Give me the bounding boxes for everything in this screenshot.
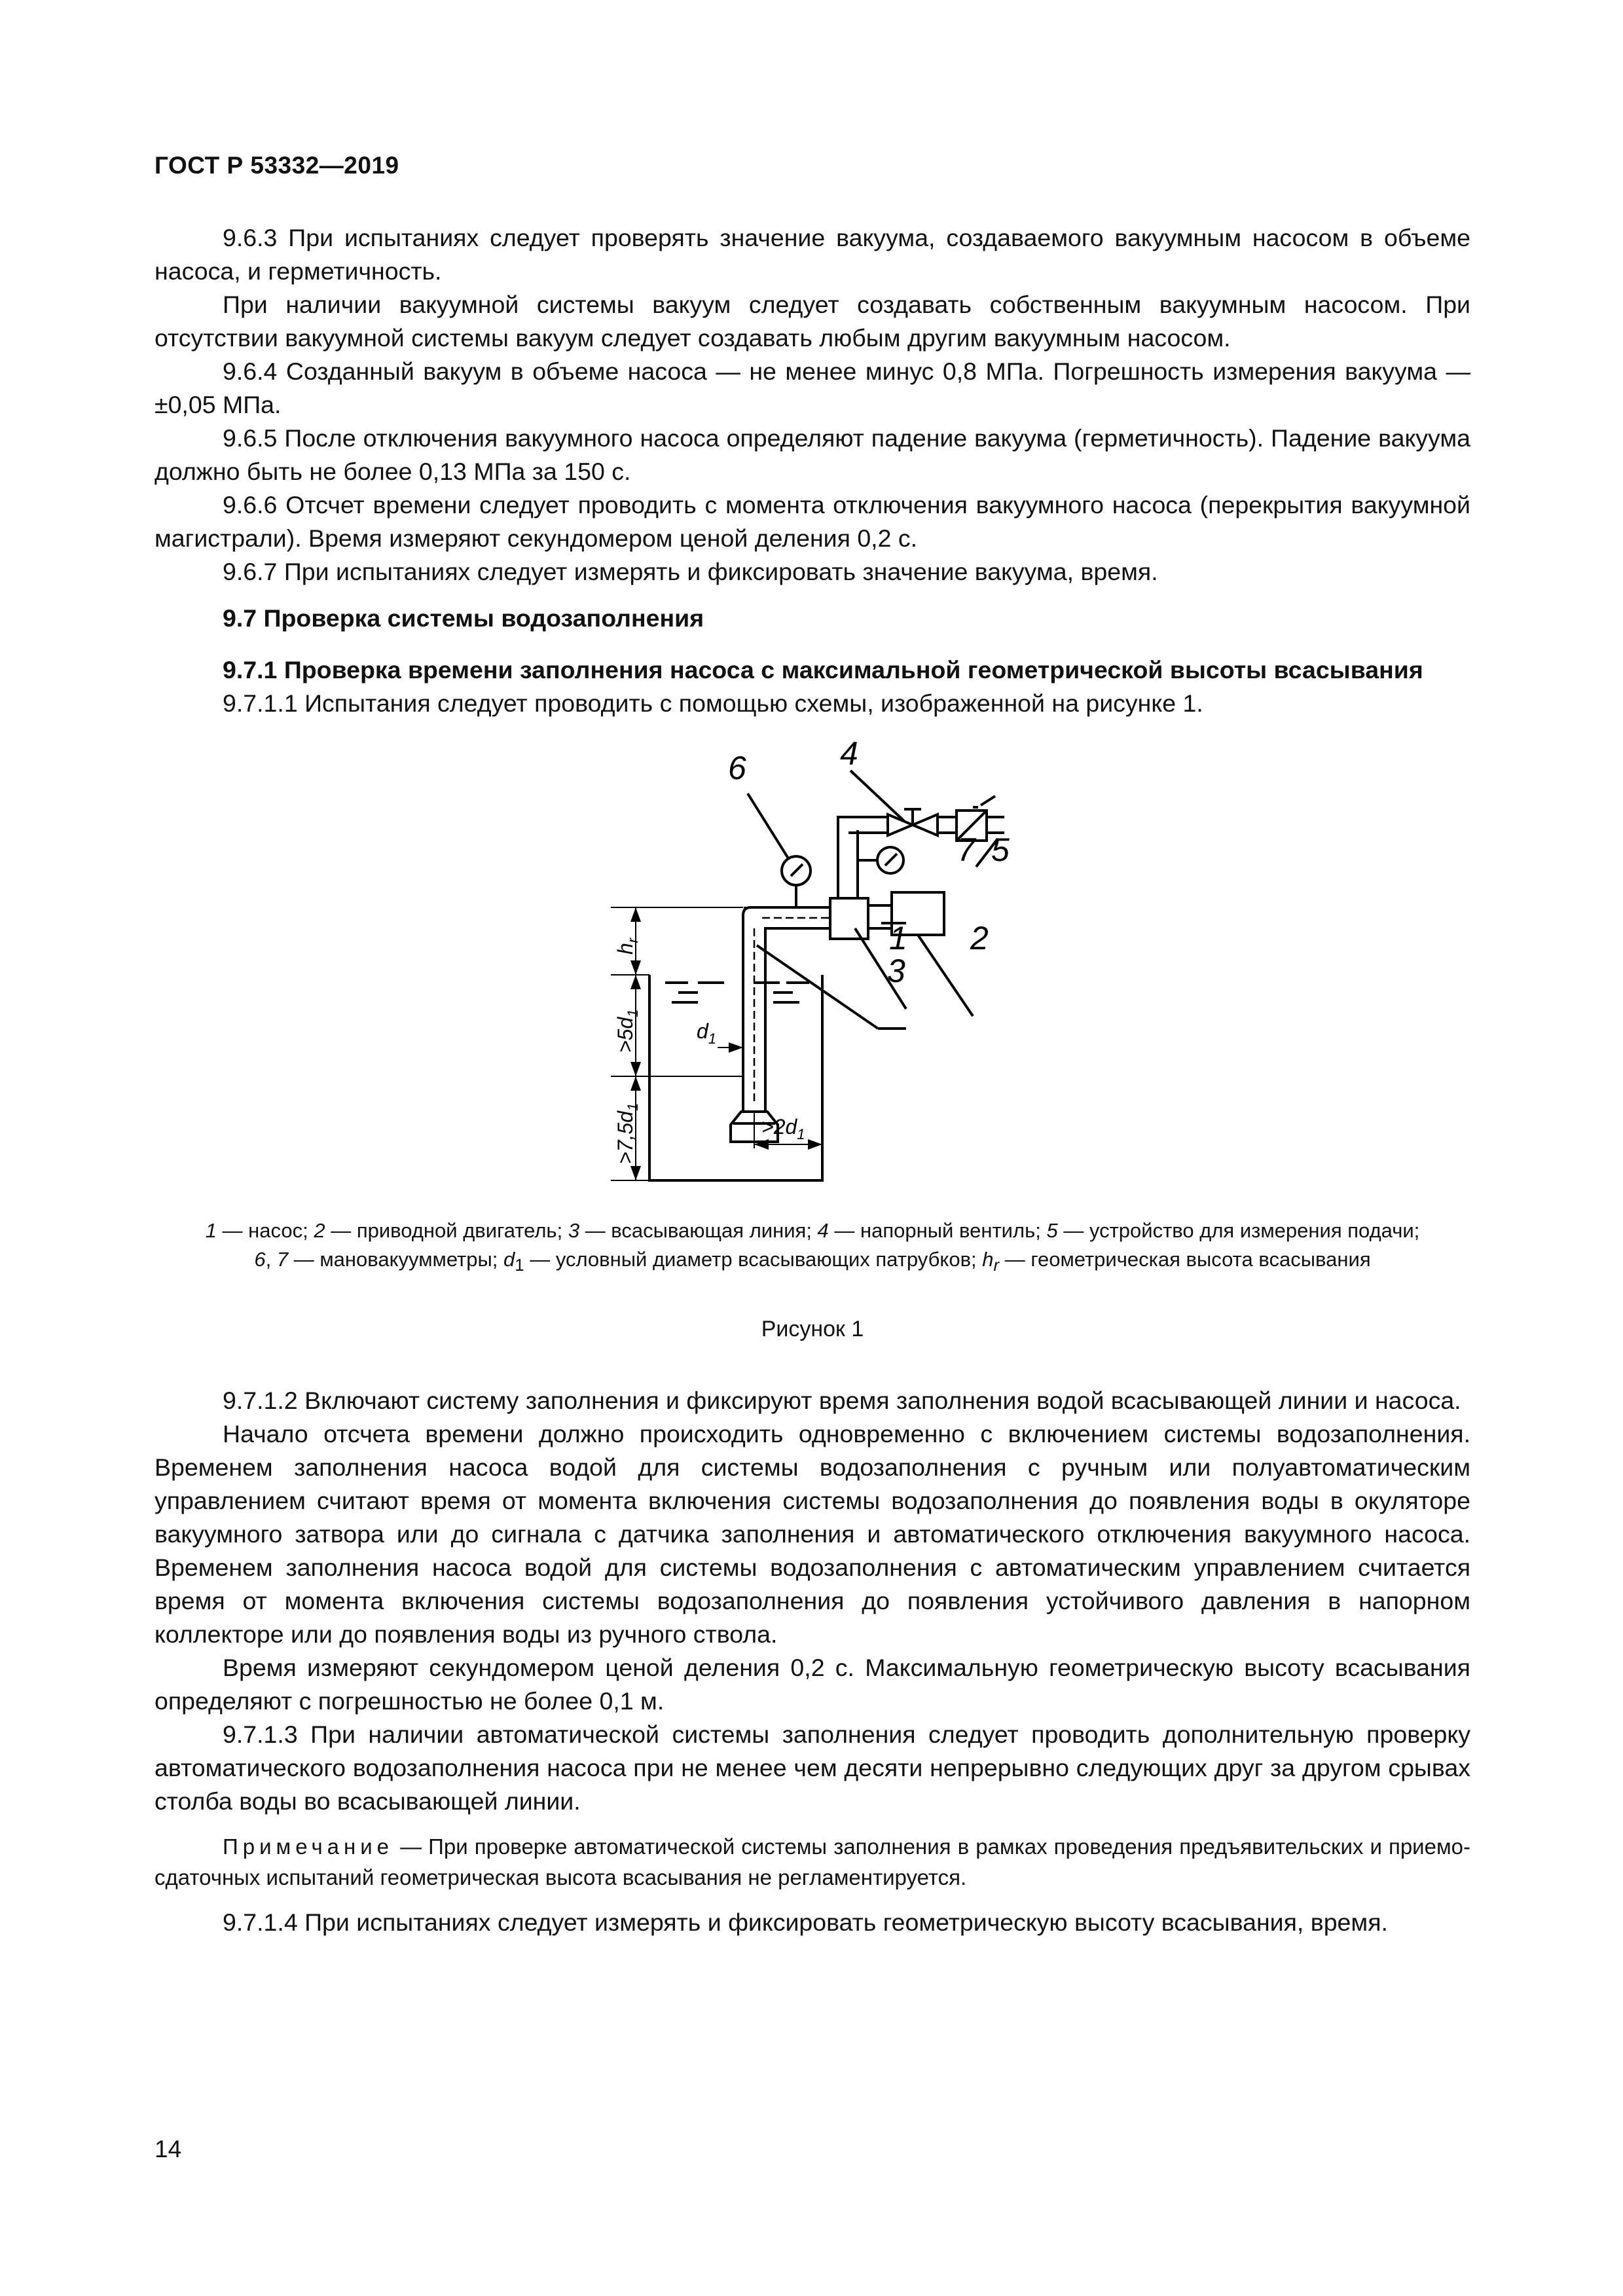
- paragraph-9-6-3: 9.6.3 При испытаниях следует проверять значение вакуума, создаваемого вакуумным насосом в объеме насоса, и герметичность.: [155, 224, 1470, 285]
- note-text: — При проверке автоматической системы заполнения в рамках проведения предъявительских и приемо-сдаточных испытаний геометрическая высота всасывания не регламентируется.: [155, 1834, 1470, 1890]
- water-tank: [649, 975, 822, 1180]
- callout-1: 1: [889, 920, 907, 957]
- pump-test-scheme: [155, 732, 1470, 1216]
- paragraph-9-7-1-3: 9.7.1.3 При наличии автоматической системы заполнения следует проводить дополнительную проверку автоматического водозаполнения насоса при не менее чем десяти непрерывно следующих друг за другом срывах столба воды во всасывающей линии.: [155, 1721, 1470, 1815]
- dim-7-5d-label: $>7,5d_1$: [613, 1102, 641, 1164]
- callout-3: 3: [887, 953, 905, 989]
- document-header: ГОСТ Р 53332—2019: [155, 152, 399, 179]
- paragraph-9-7-1-4: 9.7.1.4 При испытаниях следует измерять и фиксировать геометрическую высоту всасывания, время.: [223, 1908, 1388, 1937]
- paragraph-9-6-4: 9.6.4 Созданный вакуум в объеме насоса — не менее минус 0,8 МПа. Погрешность измерения вакуума — ±0,05 МПа.: [155, 357, 1470, 418]
- paragraph-9-7-1-2: 9.7.1.2 Включают систему заполнения и фиксируют время заполнения водой всасывающей линии и насоса.: [223, 1387, 1461, 1415]
- figure-1-diagram: [155, 732, 1470, 1216]
- paragraph: Начало отсчета времени должно происходить одновременно с включением системы водозаполнения. Временем заполнения насоса водой для системы водозаполнения с ручным или полуавтоматическим управлением считают время от момента включения системы водозаполнения до появления воды в окуляторе вакуумного затвора или до сигнала с датчика заполнения и автоматического отключения вакуумного насоса. Временем заполнения насоса водой для системы водозаполнения с автоматическим управлением считается время от момента включения системы водозаполнения до появления устойчивого давления в напорном коллекторе или до появления воды из ручного ствола.: [155, 1420, 1470, 1649]
- figure-legend: 1 — насос; 2 — приводной двигатель; 3 — всасывающая линия; 4 — напорный вентиль; 5 — устройство для измерения подачи; 6, 7 — мановакуумметры; $d_1$ — условный диаметр всасывающих патрубков; $h_r$ — геометрическая высота всасывания: [205, 1219, 1420, 1275]
- dim-5d-label: $>5d_1$: [613, 1009, 641, 1053]
- dim-d1-label: $d_1$: [697, 1019, 717, 1047]
- callout-7: 7: [957, 831, 976, 868]
- note-label: Примечание: [223, 1834, 394, 1859]
- page-number: 14: [155, 2136, 182, 2162]
- paragraph-9-7-1-1: 9.7.1.1 Испытания следует проводить с помощью схемы, изображенной на рисунке 1.: [223, 689, 1203, 717]
- paragraph: Время измеряют секундомером ценой деления 0,2 с. Максимальную геометрическую высоту всасывания определяют с погрешностью не более 0,1 м.: [155, 1654, 1470, 1715]
- paragraph-9-6-5: 9.6.5 После отключения вакуумного насоса определяют падение вакуума (герметичность). Падение вакуума должно быть не более 0,13 МПа за 150 с.: [155, 424, 1470, 485]
- discharge-line: [838, 817, 848, 898]
- callout-5: 5: [991, 831, 1010, 868]
- pump: [830, 898, 868, 939]
- callout-4: 4: [840, 735, 858, 772]
- page-body: [155, 221, 1470, 1939]
- note: [155, 1831, 1470, 1893]
- callout-2: 2: [970, 920, 989, 957]
- callout-6: 6: [728, 750, 746, 786]
- dim-h-r-label: $h_r$: [613, 938, 641, 955]
- dim-2d-label: $>2d_1$: [761, 1115, 805, 1142]
- paragraph-9-6-6: 9.6.6 Отсчет времени следует проводить с момента отключения вакуумного насоса (перекрытия вакуумной магистрали). Время измеряют секундомером ценой деления 0,2 с.: [155, 491, 1470, 552]
- paragraph: При наличии вакуумной системы вакуум следует создавать собственным вакуумным насосом. При отсутствии вакуумной системы вакуум следует создавать любым другим вакуумным насосом.: [155, 291, 1470, 352]
- subsection-title: 9.7.1 Проверка времени заполнения насоса с максимальной геометрической высоты всасывания: [223, 656, 1423, 683]
- paragraph-9-6-7: 9.6.7 При испытаниях следует измерять и фиксировать значение вакуума, время.: [223, 558, 1158, 585]
- section-title: 9.7 Проверка системы водозаполнения: [223, 604, 704, 632]
- suction-line: [743, 907, 830, 1112]
- figure-caption: Рисунок 1: [761, 1317, 864, 1342]
